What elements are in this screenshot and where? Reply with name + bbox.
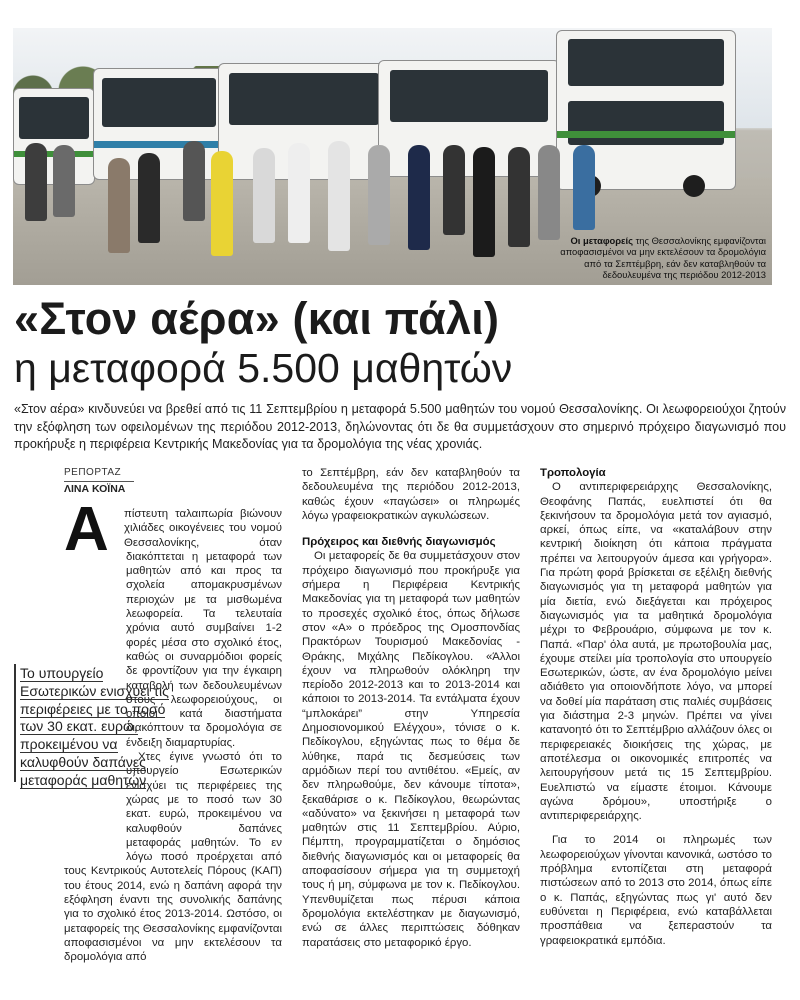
col3-paragraph-1: Ο αντιπεριφερειάρχης Θεσσαλονίκης, Θεοφάνης Παπάς, ευελπιστεί ότι θα ξεκινήσουν τα δρομολόγια μετά τον αγιασμό, αρκεί, όπως είπε, να «καταλάβουν στην κεντρική διοίκηση ότι κάποια πράγματα πρέπει να λειτουργούν άμεσα και γρήγορα». Για πρώτη φορά βρίσκεται σε εξέλιξη διεθνής διαγωνισμός για τη μεταφορά μαθητών για μία διετία, ενώ διεξάγεται και πρόχειρος διαγωνισμός για τα μαθητικά δρομολόγια μέχρι το Φεβρουάριο, σύμφωνα με τον κ. Παπά. «Παρ' όλα αυτά, με πρωτοβουλία μας, έχουμε στείλει μία τροπολογία στο υπουργείο Εσωτερικών, ώστε, αν ένα δρομολόγιο μείνει αδιάθετο για οποιονδήποτε λόγο, να μπορεί να δοθεί μία παράταση στις παλιές συμβάσεις για διάστημα 2-3 μηνών. Πρέπει να γίνει κατανοητό ότι το Σεπτέμβριο αλλάζουν όλες οι περιφερειακές διοικήσεις της χώρας, με αποτέλεσμα οι οικονομικές επιτροπές να λειτουργήσουν μετά τις 15 Σεπτεμβρίου. Ευελπιστώ να είμαστε έτοιμοι. Κάνουμε αγώνα δρόμου», υποστήριξε ο αντιπεριφερειάρχης. <box>540 481 772 823</box>
article-column-3 <box>540 466 772 948</box>
col1-paragraph-2: Χτες έγινε γνωστό ότι το υπουργείο Εσωτερικών ενισχύει τις περιφέρειες της χώρας με το ποσό των 30 εκατ. ευρώ, προκειμένου να καλυφθούν δαπάνες μεταφοράς μαθητών. Το εν λόγω ποσό προέρχεται από τους Κεντρικούς Αυτοτελείς Πόρους (ΚΑΠ) του έτους 2014, ενώ η δαπάνη αφορά την εξόφληση έναντι της συνολικής δαπάνης για το σχολικό έτος 2013-2014. Ωστόσο, οι μεταφορείς της Θεσσαλονίκης εμφανίζονται αποφασισμένοι να μην εκτελέσουν τα δρομολόγια από <box>64 751 282 964</box>
dropcap-letter: Α <box>64 495 109 564</box>
col3-subheading: Τροπολογία <box>540 467 606 479</box>
col1-paragraph-1: πίστευτη ταλαιπωρία βιώνουν χιλιάδες οικογένειες του νομού Θεσσαλονίκης, όταν διακόπτεται η μεταφορά των μαθητών από και προς τα σχολεία απομακρυσμένων περιοχών με τα μισθωμένα λεωφορεία. Τα τελευταία χρόνια αυτό συμβαίνει 1-2 φορές μέσα στο σχολικό έτος, καθώς οι συναρμόδιοι φορείς δε φροντίζουν για την έγκαιρη καταβολή των δεδουλευμένων στους λεωφορειούχους, οι οποίοι κατά διαστήματα διακόπτουν τα δρομολόγια σε ένδειξη διαμαρτυρίας. <box>124 508 282 749</box>
col2-paragraph-1: Οι μεταφορείς δε θα συμμετάσχουν στον πρόχειρο διαγωνισμό που προκήρυξε για σήμερα η Περιφέρεια Κεντρικής Μακεδονίας για τη μεταφορά των μαθητών το προσεχές σχολικό έτος, όπως δήλωσε στον «Α» ο πρόεδρος της Ομοσπονδίας Πρακτόρων Τουρισμού Μακεδονίας - Θράκης, Μιχάλης Πεδίκογλου. «Άλλοι έχουν να πληρωθούν ολόκληρη την περίοδο 2012-2013 και το 2013-2014 και κάποιοι το 2013-2014. Τα εντάλματα έχουν “μπλοκάρει” στην Υπηρεσία Δημοσιονομικού Ελέγχου», τόνισε ο κ. Πεδίκογλου, εξηγώντας πως το θέμα δε λύθηκε, παρά τις δεσμεύσεις των αρμόδιων περί του αντιθέτου. «Εμείς, αν δεν πληρωθούμε, δεν κάνουμε τίποτα», ξεκαθάρισε ο κ. Πεδίκογλου, θεωρώντας «αδύνατο» να ξεκινήσει η μεταφορά των μαθητών στις 11 Σεπτεμβρίου. Αύριο, Πέμπτη, προγραμματίζεται ο δημόσιος διεθνής διαγωνισμός και οι μεταφορείς θα αποφασίσουν σήμερα για τη συμμετοχή τους ή μη, σύμφωνα με τον κ. Πεδίκογλου. Υπενθυμίζεται πως πέρυσι κάποια δρομολόγια εκτελέστηκαν με διαγωνισμό, ενώ σε άλλες περιπτώσεις δόθηκαν παρατάσεις στο μεταφορικό έργο. <box>302 550 520 949</box>
news-photo <box>13 28 772 285</box>
photo-caption <box>556 235 766 281</box>
headline-secondary: η μεταφορά 5.500 μαθητών <box>14 345 513 391</box>
article-column-2 <box>302 466 520 950</box>
col2-subheading: Πρόχειρος και διεθνής διαγωνισμός <box>302 536 496 549</box>
photo-caption-text: της Θεσσαλονίκης εμφανίζονται αποφασισμένοι να μην εκτελέσουν τα δρομολόγια από τα Σεπτέμβρη, εάν δεν καταβληθούν τα δεδουλευμένα της περιόδου 2012-2013 <box>560 234 766 281</box>
lead-paragraph: «Στον αέρα» κινδυνεύει να βρεθεί από τις 11 Σεπτεμβρίου η μεταφορά 5.500 μαθητών του νομού Θεσσαλονίκης. Οι λεωφορειούχοι ζητούν την εξόφληση των οφειλομένων της περιόδου 2012-2013, δηλώνοντας ότι δε θα συμμετάσχουν στο σημερινό πρόχειρο διαγωνισμό που προκήρυξε η περιφέρεια Κεντρικής Μακεδονίας για τα δρομολόγια της νέας χρονιάς. <box>14 402 786 451</box>
photo-caption-bold: Οι μεταφορείς <box>570 234 633 246</box>
pullquote-text: Το υπουργείο Εσωτερικών ενισχύει τις περιφέρειες με το ποσό των 30 εκατ. ευρώ, προκειμένου να καλυφθούν δαπάνες μεταφοράς μαθητών <box>20 665 169 788</box>
pullquote <box>14 665 172 790</box>
photo-crowd <box>13 133 613 273</box>
byline-label: ΡΕΠΟΡΤΑΖ <box>64 467 122 478</box>
col2-paragraph-0: το Σεπτέμβρη, εάν δεν καταβληθούν τα δεδουλευμένα της περιόδου 2012-2013, καθώς έχουν «παγώσει» οι πληρωμές λόγω γραφειοκρατικών αγκυλώσεων. <box>302 467 520 522</box>
byline-author: ΛΙΝΑ ΚΟΪΝΑ <box>64 481 134 495</box>
headline-main: «Στον αέρα» (και πάλι) <box>14 293 500 344</box>
col3-paragraph-2: Για το 2014 οι πληρωμές των λεωφορειούχων γίνονται κανονικά, ωστόσο το πρόβλημα εντοπίζεται στη μεταφορά πιστώσεων από το 2013 στο 2014, όπως είπε ο κ. Παπάς, εξηγώντας πως γι' αυτό δεν ευθύνεται η Περιφέρεια, ενώ καταβάλλεται προσπάθεια να ξεπεραστούν τα γραφειοκρατικά εμπόδια. <box>540 834 772 947</box>
